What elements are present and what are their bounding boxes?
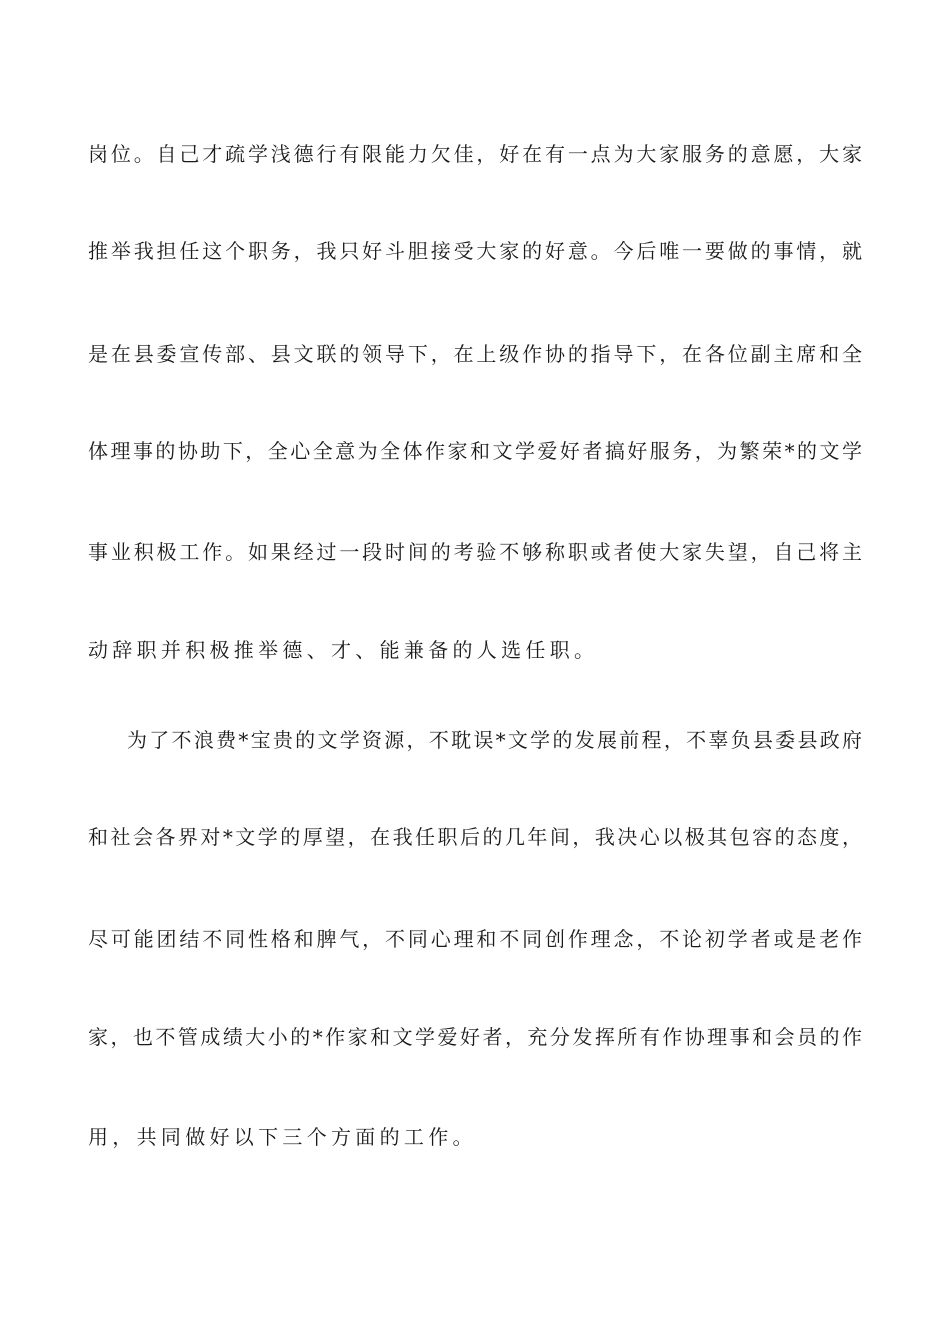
paragraph-2-line-4: 家，也不管成绩大小的*作家和文学爱好者，充分发挥所有作协理事和会员的作 [88, 1025, 862, 1049]
paragraph-1-line-6: 动辞职并积极推举德、才、能兼备的人选任职。 [88, 638, 599, 662]
paragraph-2-line-1: 为了不浪费*宝贵的文学资源，不耽误*文学的发展前程，不辜负县委县政府 [127, 728, 862, 752]
paragraph-1-line-3: 是在县委宣传部、县文联的领导下，在上级作协的指导下，在各位副主席和全 [88, 342, 862, 366]
paragraph-1-line-2: 推举我担任这个职务，我只好斗胆接受大家的好意。今后唯一要做的事情，就 [88, 239, 862, 263]
paragraph-1-line-4: 体理事的协助下，全心全意为全体作家和文学爱好者搞好服务，为繁荣*的文学 [88, 439, 862, 463]
paragraph-2-line-2: 和社会各界对*文学的厚望，在我任职后的几年间，我决心以极其包容的态度， [88, 825, 862, 849]
paragraph-1-line-1: 岗位。自己才疏学浅德行有限能力欠佳，好在有一点为大家服务的意愿，大家 [88, 142, 862, 166]
paragraph-2-line-5: 用，共同做好以下三个方面的工作。 [88, 1125, 477, 1149]
paragraph-2-line-3: 尽可能团结不同性格和脾气，不同心理和不同创作理念，不论初学者或是老作 [88, 927, 862, 951]
paragraph-1-line-5: 事业积极工作。如果经过一段时间的考验不够称职或者使大家失望，自己将主 [88, 540, 862, 564]
